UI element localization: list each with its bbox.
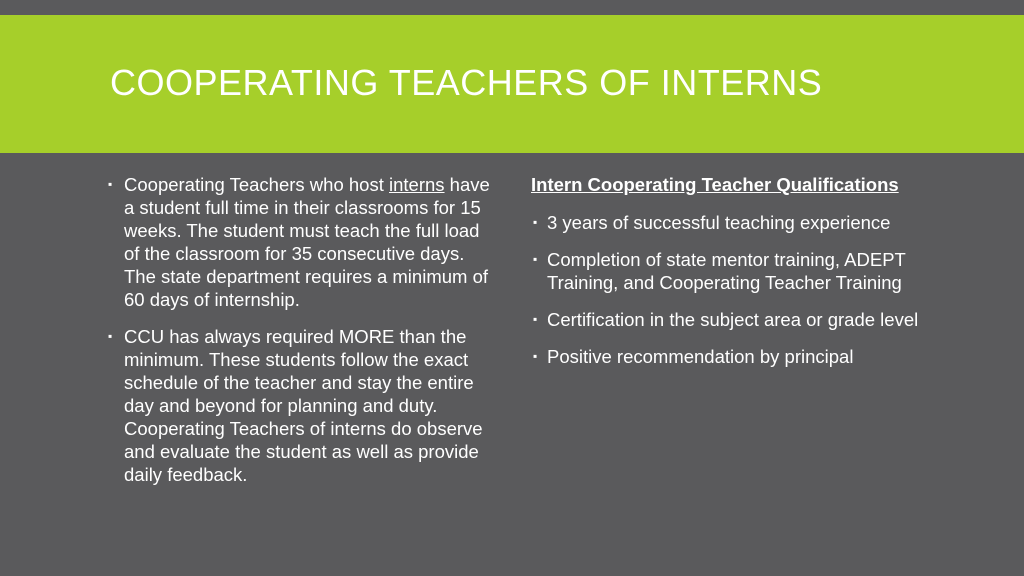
bullet-icon: ▪	[533, 215, 538, 229]
qualification-item	[531, 345, 931, 368]
bullet-icon: ▪	[108, 329, 113, 343]
qualifications-heading: Intern Cooperating Teacher Qualifications	[531, 174, 899, 195]
qualification-text: Positive recommendation by principal	[547, 346, 854, 367]
qualifications-list	[531, 211, 931, 368]
right-column	[531, 173, 931, 382]
qualification-item	[531, 211, 931, 234]
interns-link[interactable]: interns	[389, 174, 445, 195]
slide-title: COOPERATING TEACHERS OF INTERNS	[110, 62, 823, 103]
left-bullet-list	[106, 173, 496, 486]
qualification-item	[531, 308, 931, 331]
qualification-item	[531, 248, 931, 294]
bullet-text: CCU has always required MORE than the minimum. These students follow the exact schedule of the teacher and stay the entire day and beyond for planning and duty. Cooperating Teachers of interns do observe and evaluate the student as well as provide daily feedback.	[124, 326, 483, 485]
bullet-icon: ▪	[533, 349, 538, 363]
qualification-text: 3 years of successful teaching experience	[547, 212, 891, 233]
bullet-text-part-2: have a student full time in their classrooms for 15 weeks. The student must teach the full load of the classroom for 35 consecutive days. The state department requires a minimum of 60 days of internship.	[124, 174, 490, 310]
left-bullet-item-2	[106, 325, 496, 486]
qualification-text: Completion of state mentor training, ADEPT Training, and Cooperating Teacher Training	[547, 249, 906, 293]
left-bullet-item-1	[106, 173, 496, 311]
bullet-text-part-1: Cooperating Teachers who host	[124, 174, 389, 195]
bullet-icon: ▪	[108, 177, 113, 191]
bullet-icon: ▪	[533, 312, 538, 326]
bullet-icon: ▪	[533, 252, 538, 266]
left-column	[106, 173, 496, 500]
qualification-text: Certification in the subject area or grade level	[547, 309, 919, 330]
